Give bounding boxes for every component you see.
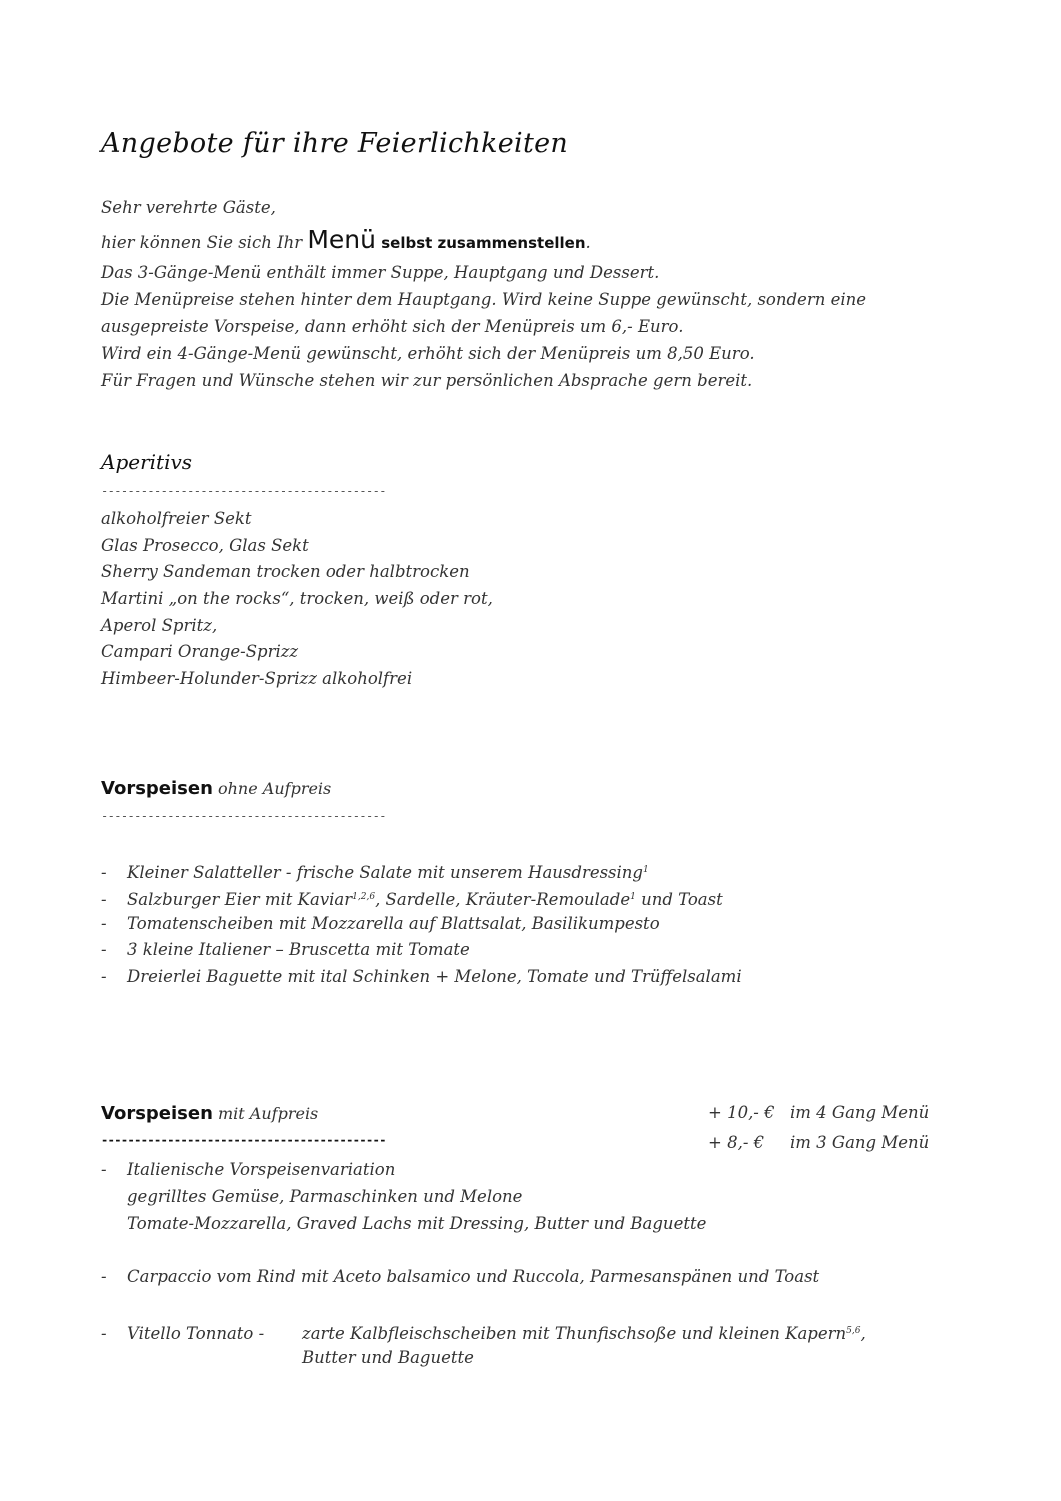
list-item [101, 1321, 866, 1344]
list-bullet: - [101, 1160, 107, 1179]
list-item-detail: Tomate-Mozzarella, Graved Lachs mit Dressing, Butter und Baguette [127, 1214, 707, 1233]
intro-menu-word: Menü [307, 225, 376, 254]
intro-line-menu [101, 225, 591, 254]
list-item-text: , Sardelle, Kräuter-Remoulade [375, 890, 631, 909]
starters-paid-title [101, 1100, 318, 1124]
intro-menu-bold: selbst zusammenstellen [376, 234, 586, 252]
price-amount: + 8,- € [708, 1133, 765, 1152]
list-item-text: Italienische Vorspeisenvariation [127, 1160, 396, 1179]
list-item [101, 1160, 395, 1180]
starters-free-heading: Vorspeisen [101, 778, 213, 799]
list-bullet: - [101, 863, 107, 882]
list-item [101, 940, 470, 960]
intro-line-4: Die Menüpreise stehen hinter dem Hauptgang. Wird keine Suppe gewünscht, sondern eine [101, 290, 867, 309]
starters-free-subtitle: ohne Aufpreis [212, 779, 332, 798]
price-label: im 3 Gang Menü [790, 1133, 930, 1152]
aperitif-item: Himbeer-Holunder-Sprizz alkoholfrei [101, 669, 413, 688]
aperitif-item: Martini „on the rocks“, trocken, weiß oder rot, [101, 589, 493, 608]
intro-line-5: ausgepreiste Vorspeise, dann erhöht sich der Menüpreis um 6,- Euro. [101, 317, 684, 336]
list-item-text: Dreierlei Baguette mit ital Schinken + Melone, Tomate und Trüffelsalami [127, 967, 742, 986]
intro-line-6: Wird ein 4-Gänge-Menü gewünscht, erhöht sich der Menüpreis um 8,50 Euro. [101, 344, 755, 363]
list-item-label: Vitello Tonnato - [127, 1324, 265, 1343]
aperitif-item: Campari Orange-Sprizz [101, 642, 299, 661]
list-bullet: - [101, 967, 107, 986]
aperitif-item: alkoholfreier Sekt [101, 509, 252, 528]
list-item [101, 887, 723, 910]
allergen-sup: 1 [630, 892, 636, 902]
intro-line-menu-pre: hier können Sie sich Ihr [101, 233, 308, 252]
list-bullet: - [101, 914, 107, 933]
starters-free-title [101, 775, 331, 799]
list-item-text: Salzburger Eier mit Kaviar [127, 890, 353, 909]
aperitifs-separator: ------------------------------------------- [101, 484, 386, 498]
starters-paid-subtitle: mit Aufpreis [212, 1104, 319, 1123]
list-item-detail: gegrilltes Gemüse, Parmaschinken und Melone [127, 1187, 523, 1206]
list-item-text: , [860, 1324, 866, 1343]
intro-line-7: Für Fragen und Wünsche stehen wir zur persönlichen Absprache gern bereit. [101, 371, 753, 390]
aperitif-item: Glas Prosecco, Glas Sekt [101, 536, 309, 555]
list-item [101, 860, 649, 883]
allergen-sup: 1 [643, 865, 649, 875]
list-item-text: zarte Kalbfleischscheiben mit Thunfischsoße und kleinen Kapern [302, 1324, 847, 1343]
list-bullet: - [101, 890, 107, 909]
list-item [101, 1267, 819, 1287]
aperitif-item: Aperol Spritz, [101, 616, 218, 635]
list-item-text: Carpaccio vom Rind mit Aceto balsamico und Ruccola, Parmesanspänen und Toast [127, 1267, 820, 1286]
starters-paid-separator: ------------------------------------------- [101, 1133, 386, 1147]
starters-free-separator: ------------------------------------------- [101, 809, 386, 823]
allergen-sup: 5,6 [846, 1326, 861, 1336]
list-item [101, 967, 742, 987]
price-3-course [708, 1133, 929, 1153]
list-item-text: 3 kleine Italiener – Bruscetta mit Tomate [127, 940, 470, 959]
intro-greeting: Sehr verehrte Gäste, [101, 198, 276, 217]
intro-line-menu-end: . [585, 233, 591, 252]
price-label: im 4 Gang Menü [790, 1103, 930, 1122]
page-title: Angebote für ihre Feierlichkeiten [101, 128, 569, 159]
list-item-text: Tomatenscheiben mit Mozzarella auf Blattsalat, Basilikumpesto [127, 914, 660, 933]
list-bullet: - [101, 1267, 107, 1286]
price-amount: + 10,- € [708, 1103, 775, 1122]
aperitifs-title: Aperitivs [101, 450, 193, 474]
intro-line-3: Das 3-Gänge-Menü enthält immer Suppe, Hauptgang und Dessert. [101, 263, 660, 282]
aperitif-item: Sherry Sandeman trocken oder halbtrocken [101, 562, 470, 581]
list-item-detail: Butter und Baguette [302, 1348, 474, 1367]
list-bullet: - [101, 940, 107, 959]
price-4-course [708, 1103, 929, 1123]
starters-paid-heading: Vorspeisen [101, 1103, 213, 1124]
list-item [101, 914, 660, 934]
list-item-text: und Toast [635, 890, 723, 909]
allergen-sup: 1,2,6 [352, 892, 376, 902]
list-item-text: Kleiner Salatteller - frische Salate mit unserem Hausdressing [127, 863, 643, 882]
list-bullet: - [101, 1324, 107, 1343]
